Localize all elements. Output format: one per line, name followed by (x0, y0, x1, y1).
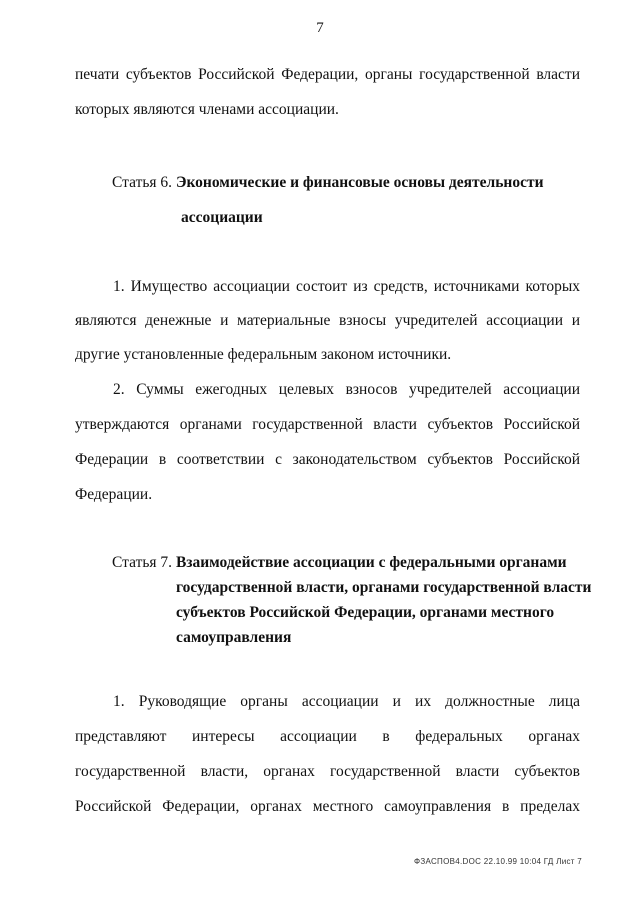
intro-line-2: которых являются членами ассоциации. (75, 101, 339, 118)
intro-line-1: печати субъектов Российской Федерации, органы государственной власти (75, 66, 580, 83)
article7-para1-line-1: 1. Руководящие органы ассоциации и их должностные лица (113, 693, 580, 710)
article7-para1-line-3: государственной власти, органах государственной власти субъектов (75, 763, 580, 780)
article7-heading (112, 553, 567, 573)
article6-para1-line-2: являются денежные и материальные взносы учредителей ассоциации и (75, 312, 580, 329)
article7-title-line-1: Взаимодействие ассоциации с федеральными органами (175, 554, 567, 571)
page-number: 7 (316, 20, 324, 36)
article7-title-line-2: государственной власти, органами государственной власти (176, 579, 592, 596)
article7-para1-line-2: представляют интересы ассоциации в федеральных органах (75, 728, 580, 745)
article7-title-line-4: самоуправления (176, 629, 292, 646)
article6-para2-line-3: Федерации в соответствии с законодательством субъектов Российской (75, 451, 580, 468)
article7-prefix: Статья 7. (112, 554, 173, 571)
article6-title-line-1: Экономические и финансовые основы деятельности (175, 174, 544, 191)
article6-para2-line-2: утверждаются органами государственной власти субъектов Российской (75, 416, 580, 433)
article6-para1-line-1: 1. Имущество ассоциации состоит из средств, источниками которых (113, 278, 580, 295)
footer-stamp: ФЗАСПОВ4.DOC 22.10.99 10:04 ГД Лист 7 (413, 857, 582, 866)
article6-para2-line-4: Федерации. (75, 486, 153, 503)
article6-title-line-2: ассоциации (181, 209, 263, 226)
article6-para2-line-1: 2. Суммы ежегодных целевых взносов учредителей ассоциации (113, 381, 580, 398)
article7-title-line-3: субъектов Российской Федерации, органами местного (176, 604, 555, 621)
article6-para1-line-3: другие установленные федеральным законом источники. (75, 346, 452, 363)
article7-para1-line-4: Российской Федерации, органах местного самоуправления в пределах (75, 798, 580, 815)
article6-heading (112, 173, 544, 193)
article6-prefix: Статья 6. (112, 174, 173, 191)
